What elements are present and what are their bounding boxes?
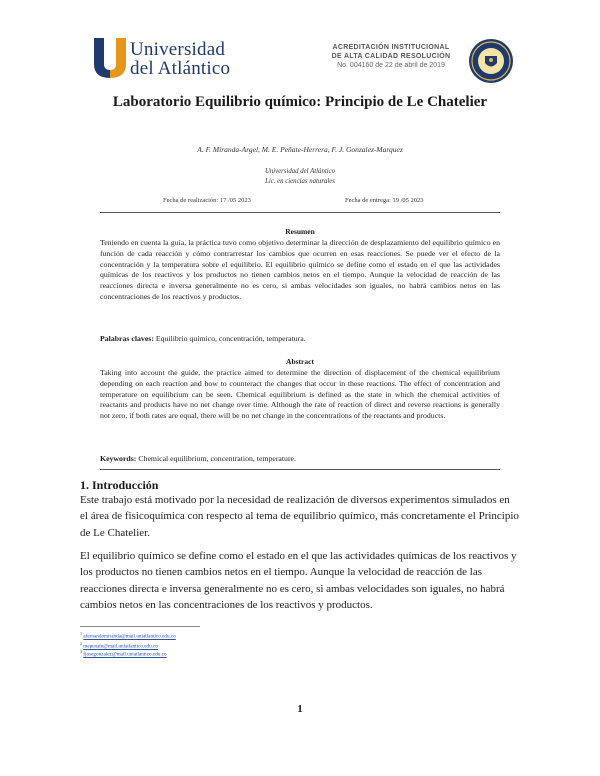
keywords-label: Keywords: — [100, 454, 137, 463]
abstract-heading: Abstract — [286, 357, 314, 366]
footnote-mark: 1 — [80, 631, 82, 636]
date-entrega: Fecha de entrega: 19 /05 2023 — [345, 197, 424, 204]
palabras-claves-label: Palabras claves: — [100, 334, 154, 343]
university-logo — [92, 36, 232, 84]
palabras-claves-text: Equilibrio químico, concentración, temperatura. — [153, 334, 306, 343]
palabras-claves — [100, 334, 500, 345]
paper-authors: A. F. Miranda-Argel, M. E. Peñate-Herrera, F. J. Gonzalez-Marquez — [197, 145, 403, 154]
introduccion-paragraph-1: Este trabajo está motivado por la necesidad de realización de diversos experimentos simulados en el área de fisicoquímica con respecto al tema de equilibrio químico, más concretamente el Principio de Le Chatelier. — [80, 494, 519, 539]
abstract-text: Taking into account the guide, the practice aimed to determine the direction of displacement of the chemical equilibrium depending on each reaction and how to counteract the changes that occur in these reactions. The effect of concentration and temperature on equilibrium can be seen. Chemical equilibrium is defined as the state in which the chemical activities of reactants and products have no net change over time. Although the rate of reaction of direct and reverse reactions is generally not zero, if both rates are equal, there will be no net change in the concentrations of the reactants and products. — [100, 368, 500, 421]
accreditation-block — [320, 43, 462, 71]
divider-bottom — [100, 469, 500, 470]
date-realizacion: Fecha de realización: 17 /05 2023 — [163, 197, 251, 204]
introduccion-paragraph-2: El equilibrio químico se define como el estado en el que las actividades químicas de los reactivos y los productos no tienen cambios netos en el tiempo. Aunque la velocidad de reacción de las reacciones directa e inversa generalmente no es cero, si ambas velocidades son iguales, no habrá cambios netos en las concentraciones de los reactivos y productos. — [80, 550, 517, 612]
divider-top — [100, 212, 500, 213]
footnote-divider — [80, 626, 200, 627]
resumen-heading: Resumen — [285, 227, 315, 236]
footnote-email-link[interactable]: mepenate@mail.uniatlantico.edu.co — [83, 643, 158, 650]
section-title-introduccion: 1. Introducción — [80, 478, 159, 492]
page-number: 1 — [297, 703, 303, 715]
accreditation-line1: ACREDITACIÓN INSTITUCIONAL — [332, 44, 450, 51]
footnote-3 — [80, 648, 167, 659]
university-name-line1: Universidad — [130, 39, 226, 60]
footnote-email-link[interactable]: afernandomiranda@mail.uniatlantico.edu.co — [83, 633, 176, 640]
footnote-email-link[interactable]: fjosegonzalez@mail.uniatlantico.edu.co — [83, 651, 167, 658]
footnote-mark: 2 — [80, 641, 82, 646]
affiliation-university: Universidad del Atlántico — [264, 168, 336, 175]
accreditation-seal-icon — [468, 38, 514, 84]
university-logo-mark — [92, 36, 128, 80]
paper-title: Laboratorio Equilibrio químico: Principio de Le Chatelier — [112, 94, 488, 110]
keywords-text: Chemical equilibrium, concentration, temperature. — [136, 454, 296, 463]
affiliation-program: Lic. en ciencias naturales — [265, 178, 335, 185]
accreditation-line3: No. 004160 de 22 de abril de 2019 — [337, 62, 445, 69]
footnote-mark: 3 — [80, 649, 82, 654]
university-name-line2: del Atlántico — [130, 58, 231, 79]
accreditation-line2: DE ALTA CALIDAD RESOLUCIÓN — [331, 53, 451, 60]
resumen-text: Teniendo en cuenta la guía, la práctica tuvo como objetivo determinar la dirección de desplazamiento del equilibrio químico en función de cada reacción y cómo contrarrestar los cambios que ocurren en esas reacciones. Se puede ver el efecto de la concentración y la temperatura sobre el equilibrio. El equilibrio químico se define como el estado en el que las actividades químicas de los reactivos y los productos no tienen cambios netos en el tiempo. Aunque la velocidad de reacción de las reacciones directa e inversa generalmente no es cero, si ambas velocidades son iguales, no habrá cambios netos en las concentraciones de los reactivos y productos. — [100, 238, 500, 301]
keywords — [100, 454, 500, 465]
